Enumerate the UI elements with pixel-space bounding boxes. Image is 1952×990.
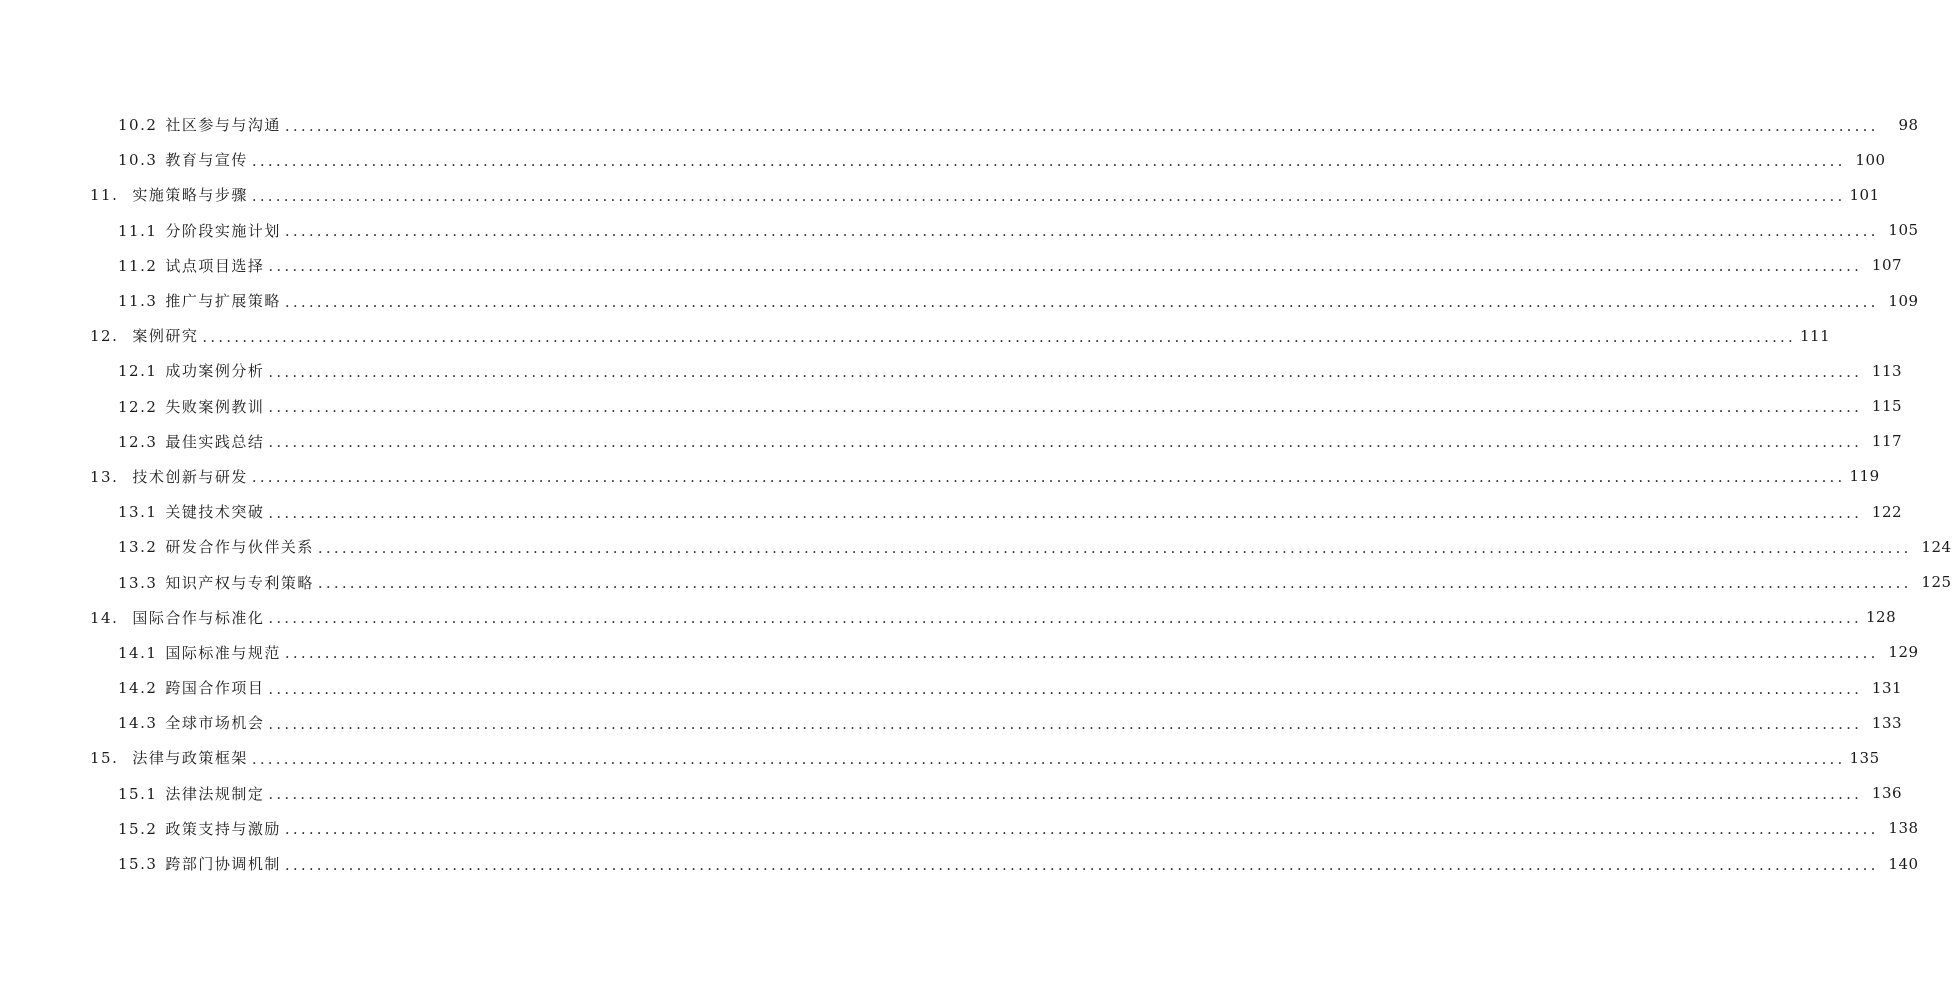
toc-leader-dots: ........................................................................................................................................................................................................	[268, 679, 1863, 698]
toc-entry-text: 法律与政策框架	[132, 749, 248, 768]
toc-entry-title	[90, 747, 248, 768]
toc-entry-number: 15.	[90, 749, 119, 768]
toc-entry-text: 政策支持与激励	[165, 819, 281, 838]
toc-chapter-entry[interactable]	[0, 318, 1831, 353]
toc-entry-number: 12.	[90, 327, 119, 346]
table-of-contents	[0, 107, 1952, 881]
toc-entry-title	[118, 783, 264, 804]
toc-entry-title	[90, 466, 248, 487]
toc-section-entry[interactable]	[0, 776, 1903, 811]
toc-entry-title	[90, 184, 248, 205]
toc-page-number: 125	[1921, 573, 1952, 592]
toc-entry-number: 11.1	[118, 221, 158, 240]
toc-leader-dots: ........................................................................................................................................................................................................	[268, 362, 1863, 381]
toc-entry-text: 国际标准与规范	[165, 643, 281, 662]
toc-page-number: 100	[1855, 150, 1886, 169]
toc-entry-title	[118, 360, 264, 381]
toc-entry-number: 11.3	[118, 292, 158, 311]
toc-entry-text: 法律法规制定	[165, 784, 265, 803]
toc-entry-title	[90, 325, 198, 346]
toc-section-entry[interactable]	[0, 494, 1903, 529]
toc-entry-text: 国际合作与标准化	[132, 608, 265, 627]
toc-leader-dots: ........................................................................................................................................................................................................	[284, 292, 1879, 311]
toc-leader-dots: ........................................................................................................................................................................................................	[284, 116, 1879, 135]
toc-entry-title	[90, 607, 264, 628]
toc-entry-text: 跨国合作项目	[165, 679, 265, 698]
toc-entry-number: 12.2	[118, 397, 158, 416]
toc-entry-text: 知识产权与专利策略	[165, 573, 314, 592]
toc-section-entry[interactable]	[0, 529, 1952, 564]
toc-page-number: 109	[1888, 291, 1919, 310]
toc-chapter-entry[interactable]	[0, 600, 1897, 635]
toc-entry-number: 14.1	[118, 643, 158, 662]
toc-chapter-entry[interactable]	[0, 177, 1880, 212]
toc-entry-text: 全球市场机会	[165, 714, 265, 733]
toc-leader-dots: ........................................................................................................................................................................................................	[268, 398, 1863, 417]
toc-chapter-entry[interactable]	[0, 459, 1880, 494]
toc-entry-number: 13.	[90, 467, 119, 486]
toc-entry-title	[118, 642, 281, 663]
toc-section-entry[interactable]	[0, 846, 1919, 881]
toc-entry-text: 分阶段实施计划	[165, 221, 281, 240]
toc-entry-text: 跨部门协调机制	[165, 855, 281, 874]
toc-leader-dots: ........................................................................................................................................................................................................	[268, 503, 1863, 522]
toc-entry-title	[118, 501, 264, 522]
toc-entry-text: 失败案例教训	[165, 397, 265, 416]
toc-page-number: 98	[1898, 115, 1919, 134]
toc-section-entry[interactable]	[0, 705, 1903, 740]
toc-chapter-entry[interactable]	[0, 740, 1880, 775]
toc-leader-dots: ........................................................................................................................................................................................................	[268, 257, 1863, 276]
toc-section-entry[interactable]	[0, 213, 1919, 248]
toc-leader-dots: ........................................................................................................................................................................................................	[268, 433, 1863, 452]
toc-page-number: 129	[1888, 643, 1919, 662]
toc-entry-title	[118, 290, 281, 311]
toc-entry-title	[118, 220, 281, 241]
toc-leader-dots: ........................................................................................................................................................................................................	[284, 855, 1879, 874]
toc-section-entry[interactable]	[0, 564, 1952, 599]
toc-page-number: 105	[1888, 221, 1919, 240]
toc-page-number: 119	[1849, 467, 1880, 486]
toc-entry-text: 社区参与与沟通	[165, 116, 281, 135]
toc-page-number: 101	[1849, 185, 1880, 204]
toc-page-number: 115	[1871, 397, 1903, 416]
toc-entry-number: 13.1	[118, 503, 158, 522]
toc-section-entry[interactable]	[0, 389, 1903, 424]
toc-entry-title	[118, 114, 281, 135]
toc-entry-title	[118, 536, 314, 557]
toc-entry-text: 研发合作与伙伴关系	[165, 538, 314, 557]
toc-page-number: 107	[1871, 256, 1903, 275]
toc-entry-number: 13.2	[118, 538, 158, 557]
toc-page-number: 113	[1871, 361, 1903, 380]
toc-entry-title	[118, 396, 264, 417]
toc-section-entry[interactable]	[0, 248, 1903, 283]
toc-entry-number: 12.3	[118, 432, 158, 451]
toc-entry-text: 技术创新与研发	[132, 467, 248, 486]
toc-page-number: 133	[1871, 713, 1903, 732]
toc-entry-title	[118, 255, 264, 276]
toc-entry-text: 教育与宣传	[165, 151, 248, 170]
toc-page-number: 135	[1849, 748, 1880, 767]
toc-section-entry[interactable]	[0, 635, 1919, 670]
toc-entry-number: 15.1	[118, 784, 158, 803]
toc-page-number: 138	[1888, 819, 1919, 838]
toc-section-entry[interactable]	[0, 107, 1919, 142]
toc-leader-dots: ........................................................................................................................................................................................................	[268, 714, 1863, 733]
toc-leader-dots: ........................................................................................................................................................................................................	[284, 820, 1879, 839]
toc-leader-dots: ........................................................................................................................................................................................................	[251, 186, 1846, 205]
toc-entry-title	[118, 677, 264, 698]
toc-page-number: 140	[1888, 854, 1919, 873]
toc-entry-number: 14.3	[118, 714, 158, 733]
toc-entry-number: 12.1	[118, 362, 158, 381]
toc-leader-dots: ........................................................................................................................................................................................................	[251, 468, 1846, 487]
toc-entry-text: 关键技术突破	[165, 503, 265, 522]
toc-leader-dots: ........................................................................................................................................................................................................	[284, 222, 1879, 241]
toc-page-number: 128	[1866, 608, 1897, 627]
toc-leader-dots: ........................................................................................................................................................................................................	[284, 644, 1879, 663]
toc-page-number: 124	[1921, 537, 1952, 556]
toc-entry-number: 10.2	[118, 116, 158, 135]
toc-leader-dots: ........................................................................................................................................................................................................	[251, 151, 1846, 170]
toc-entry-number: 15.3	[118, 855, 158, 874]
toc-entry-text: 案例研究	[132, 327, 199, 346]
toc-entry-text: 最佳实践总结	[165, 432, 265, 451]
toc-leader-dots: ........................................................................................................................................................................................................	[268, 609, 1862, 628]
toc-leader-dots: ........................................................................................................................................................................................................	[317, 574, 1912, 593]
toc-entry-number: 11.2	[118, 256, 158, 275]
toc-entry-number: 11.	[90, 186, 119, 205]
toc-entry-title	[118, 853, 281, 874]
toc-section-entry[interactable]	[0, 283, 1919, 318]
toc-section-entry[interactable]	[0, 353, 1903, 388]
toc-entry-text: 成功案例分析	[165, 362, 265, 381]
toc-section-entry[interactable]	[0, 424, 1903, 459]
toc-page-number: 136	[1871, 784, 1903, 803]
toc-section-entry[interactable]	[0, 670, 1903, 705]
toc-entry-number: 10.3	[118, 151, 158, 170]
toc-leader-dots: ........................................................................................................................................................................................................	[251, 749, 1846, 768]
toc-section-entry[interactable]	[0, 811, 1919, 846]
toc-entry-text: 推广与扩展策略	[165, 292, 281, 311]
toc-entry-title	[118, 818, 281, 839]
toc-page-number: 122	[1871, 502, 1903, 521]
toc-leader-dots: ........................................................................................................................................................................................................	[202, 327, 1796, 346]
toc-page-number: 117	[1871, 432, 1903, 451]
toc-entry-number: 14.	[90, 608, 119, 627]
toc-section-entry[interactable]	[0, 142, 1886, 177]
toc-entry-text: 实施策略与步骤	[132, 186, 248, 205]
toc-entry-title	[118, 572, 314, 593]
toc-leader-dots: ........................................................................................................................................................................................................	[317, 538, 1912, 557]
toc-entry-title	[118, 149, 248, 170]
toc-page-number: 131	[1871, 678, 1903, 697]
toc-page-number: 111	[1800, 326, 1831, 345]
toc-entry-number: 14.2	[118, 679, 158, 698]
toc-entry-number: 15.2	[118, 819, 158, 838]
toc-entry-title	[118, 712, 264, 733]
toc-entry-text: 试点项目选择	[165, 256, 265, 275]
toc-entry-title	[118, 431, 264, 452]
toc-leader-dots: ........................................................................................................................................................................................................	[268, 785, 1863, 804]
toc-entry-number: 13.3	[118, 573, 158, 592]
